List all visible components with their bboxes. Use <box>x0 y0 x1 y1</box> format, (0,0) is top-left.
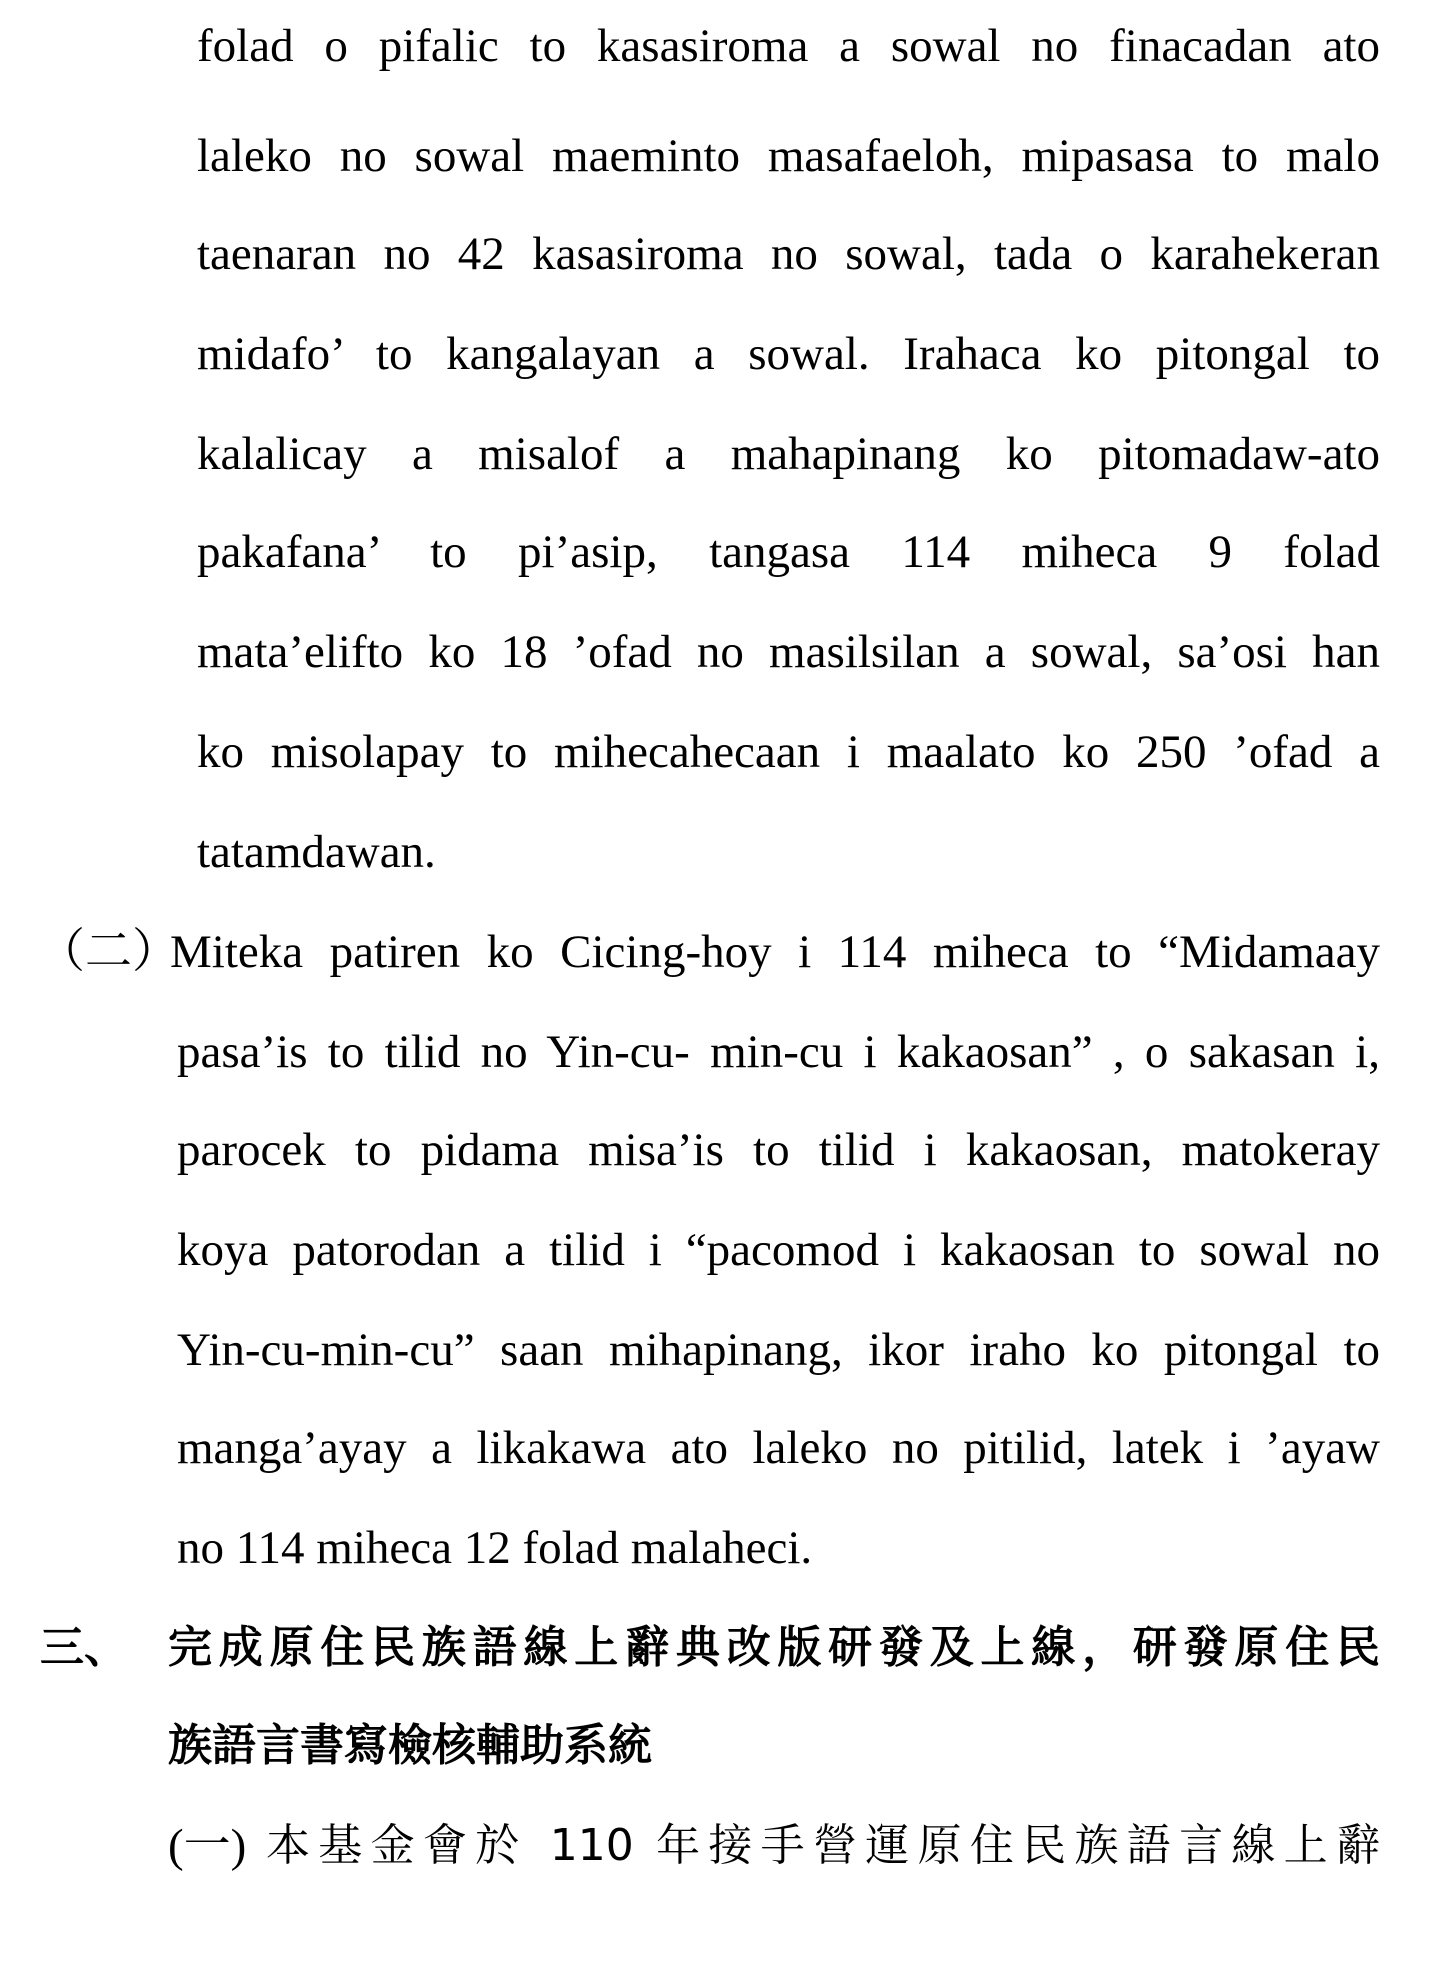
subitem-marker: (一) <box>168 1820 247 1872</box>
paragraph-line: ko misolapay to mihecahecaan i maalato ko 250 ’ofad a <box>197 726 1380 778</box>
paragraph-line: mata’elifto ko 18 ’ofad no masilsilan a sowal, sa’osi han <box>197 626 1380 678</box>
list-item-line: pasa’is to tilid no Yin-cu- min-cu i kakaosan” , o sakasan i, <box>177 1026 1380 1078</box>
paragraph-line: laleko no sowal maeminto masafaeloh, mipasasa to malo <box>197 130 1380 182</box>
section-heading-line: 族語言書寫檢核輔助系統 <box>168 1720 652 1771</box>
list-item-line: Yin-cu-min-cu” saan mihapinang, ikor iraho ko pitongal to <box>177 1324 1380 1376</box>
paragraph-line: midafo’ to kangalayan a sowal. Irahaca ko pitongal to <box>197 328 1380 380</box>
list-item-line: koya patorodan a tilid i “pacomod i kakaosan to sowal no <box>177 1224 1380 1276</box>
paragraph-line: kalalicay a misalof a mahapinang ko pitomadaw-ato <box>197 428 1380 480</box>
paragraph-line-last: tatamdawan. <box>197 826 436 878</box>
paragraph-line: pakafana’ to pi’asip, tangasa 114 miheca 9 folad <box>197 526 1380 578</box>
paragraph-line: taenaran no 42 kasasiroma no sowal, tada o karahekeran <box>197 228 1380 280</box>
list-item-line: parocek to pidama misa’is to tilid i kakaosan, matokeray <box>177 1124 1380 1176</box>
list-item-line-last: no 114 miheca 12 folad malaheci. <box>177 1522 813 1574</box>
list-item-line: manga’ayay a likakawa ato laleko no pitilid, latek i ’ayaw <box>177 1422 1380 1474</box>
subitem-text-line: 本基金會於 110 年接手營運原住民族語言線上辭 <box>266 1820 1380 1871</box>
list-marker: （二） <box>38 926 179 978</box>
section-heading-line: 完成原住民族語線上辭典改版研發及上線，研發原住民 <box>168 1622 1380 1673</box>
list-item-line: Miteka patiren ko Cicing-hoy i 114 miheca to “Midamaay <box>170 926 1380 978</box>
paragraph-line: folad o pifalic to kasasiroma a sowal no finacadan ato <box>197 20 1380 72</box>
section-marker: 三、 <box>40 1622 128 1673</box>
